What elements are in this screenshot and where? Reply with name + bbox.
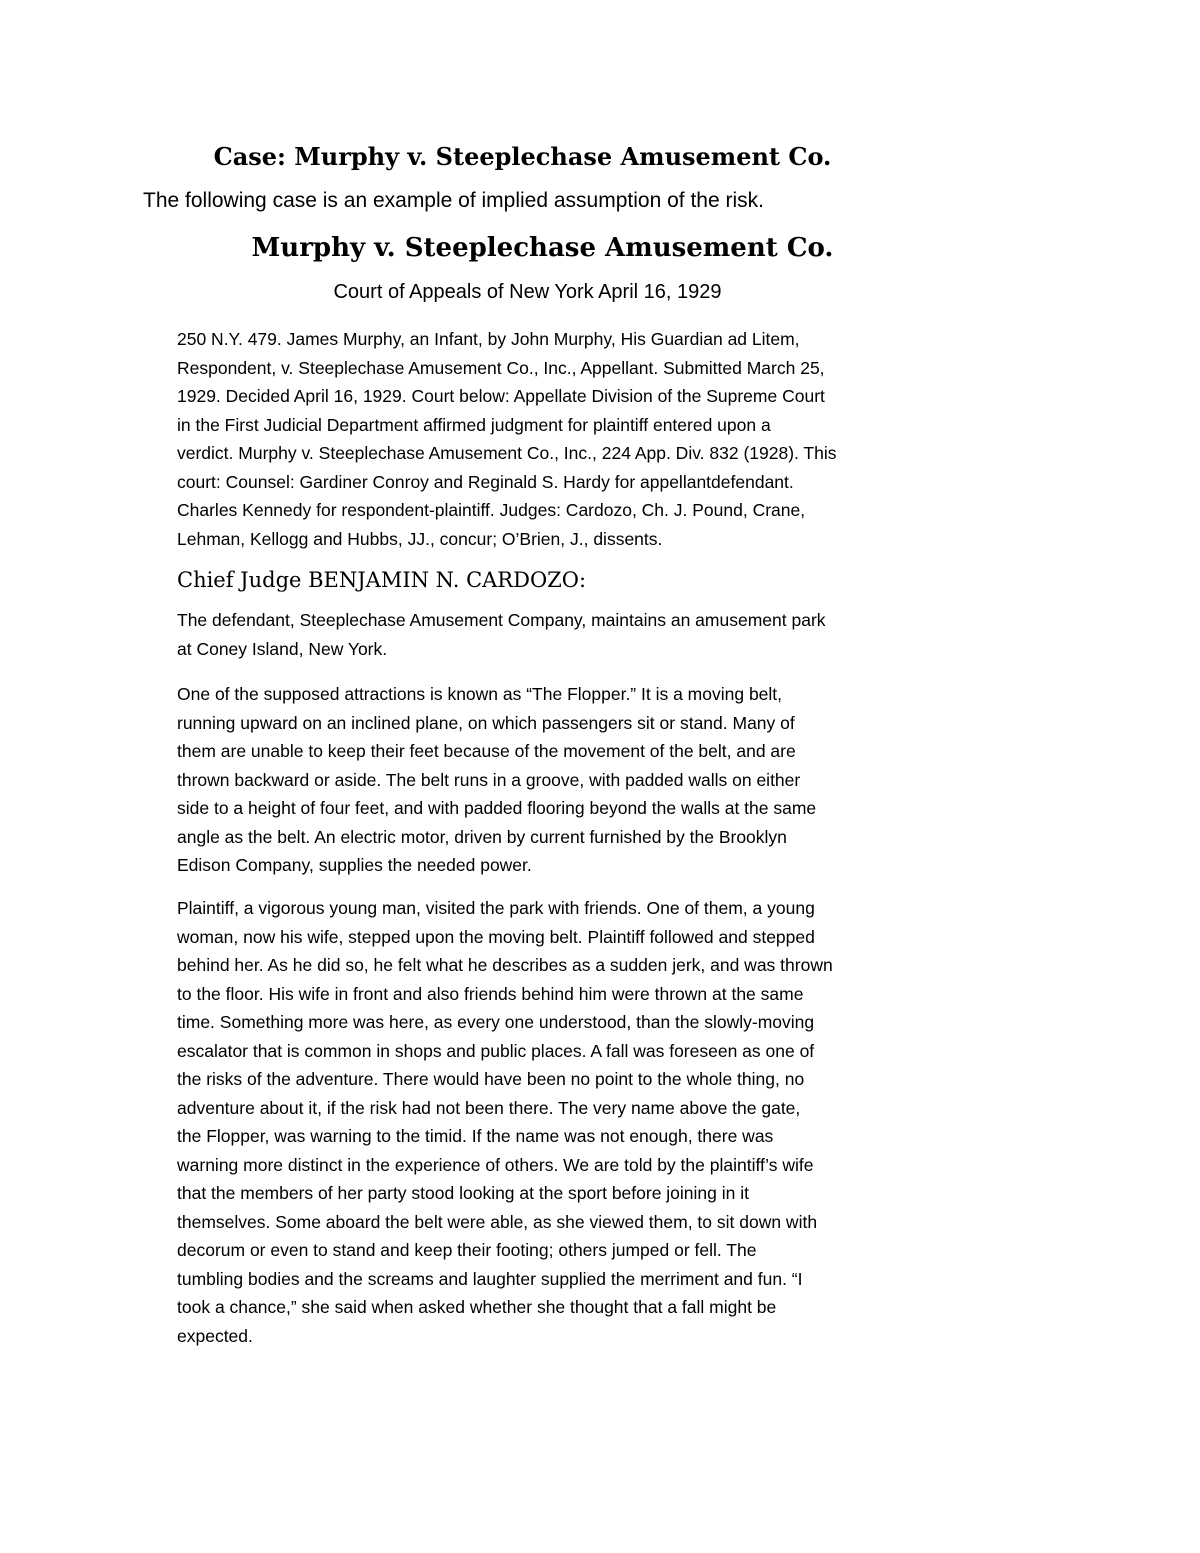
text-line: running upward on an inclined plane, on which passengers sit or stand. Many of: [177, 712, 795, 733]
text-line: 250 N.Y. 479. James Murphy, an Infant, by John Murphy, His Guardian ad Litem,: [177, 329, 800, 349]
text-line: the risks of the adventure. There would have been no point to the whole thing, no: [177, 1069, 805, 1089]
text-line: verdict. Murphy v. Steeplechase Amusement Co., Inc., 224 App. Div. 832 (1928). This: [177, 443, 837, 463]
text-line: angle as the belt. An electric motor, driven by current furnished by the Brooklyn: [177, 826, 787, 847]
text-line: at Coney Island, New York.: [177, 638, 388, 659]
text-line: escalator that is common in shops and public places. A fall was foreseen as one of: [177, 1040, 815, 1061]
text-line: themselves. Some aboard the belt were able, as she viewed them, to sit down with: [177, 1211, 818, 1232]
intro-text: The following case is an example of implied assumption of the risk.: [143, 189, 764, 212]
text-line: decorum or even to stand and keep their footing; others jumped or fell. The: [177, 1240, 757, 1260]
text-line: expected.: [177, 1325, 253, 1346]
opinion-paragraph-3: [177, 894, 937, 1350]
text-line: Respondent, v. Steeplechase Amusement Co., Inc., Appellant. Submitted March 25,: [177, 357, 825, 378]
opinion-paragraph-2: [177, 680, 937, 880]
text-line: side to a height of four feet, and with padded flooring beyond the walls at the same: [177, 798, 817, 818]
text-line: Charles Kennedy for respondent-plaintiff. Judges: Cardozo, Ch. J. Pound, Crane,: [177, 500, 806, 520]
text-line: tumbling bodies and the screams and laughter supplied the merriment and fun. “I: [177, 1268, 803, 1289]
text-line: Plaintiff, a vigorous young man, visited the park with friends. One of them, a young: [177, 898, 815, 918]
text-line: court: Counsel: Gardiner Conroy and Reginald S. Hardy for appellantdefendant.: [177, 471, 794, 492]
text-line: took a chance,” she said when asked whether she thought that a fall might be: [177, 1297, 777, 1317]
text-line: behind her. As he did so, he felt what he describes as a sudden jerk, and was thrown: [177, 955, 833, 975]
text-line: in the First Judicial Department affirmed judgment for plaintiff entered upon a: [177, 414, 771, 435]
case-title: Murphy v. Steeplechase Amusement Co.: [251, 233, 834, 263]
court-subtitle: Court of Appeals of New York April 16, 1929: [333, 281, 722, 303]
text-line: 1929. Decided April 16, 1929. Court below: Appellate Division of the Supreme Court: [177, 386, 825, 406]
case-heading: Case: Murphy v. Steeplechase Amusement Co.: [213, 142, 832, 171]
text-line: adventure about it, if the risk had not been there. The very name above the gate,: [177, 1097, 801, 1118]
text-line: warning more distinct in the experience of others. We are told by the plaintiff’s wife: [177, 1154, 814, 1175]
citation-paragraph: [177, 325, 937, 553]
text-line: them are unable to keep their feet because of the movement of the belt, and are: [177, 741, 796, 761]
text-line: the Flopper, was warning to the timid. If the name was not enough, there was: [177, 1126, 774, 1146]
text-line: to the floor. His wife in front and also friends behind him were thrown at the same: [177, 983, 804, 1004]
text-line: Edison Company, supplies the needed power.: [177, 855, 532, 875]
text-line: thrown backward or aside. The belt runs in a groove, with padded walls on either: [177, 769, 801, 790]
text-line: The defendant, Steeplechase Amusement Company, maintains an amusement park: [177, 610, 826, 630]
text-line: woman, now his wife, stepped upon the moving belt. Plaintiff followed and stepped: [177, 926, 815, 947]
judge-heading: Chief Judge BENJAMIN N. CARDOZO:: [177, 568, 587, 592]
text-line: that the members of her party stood looking at the sport before joining in it: [177, 1183, 749, 1203]
text-line: One of the supposed attractions is known as “The Flopper.” It is a moving belt,: [177, 684, 783, 704]
text-line: Lehman, Kellogg and Hubbs, JJ., concur; O’Brien, J., dissents.: [177, 528, 663, 549]
opinion-paragraph-1: [177, 606, 937, 663]
text-line: time. Something more was here, as every one understood, than the slowly-moving: [177, 1012, 815, 1032]
